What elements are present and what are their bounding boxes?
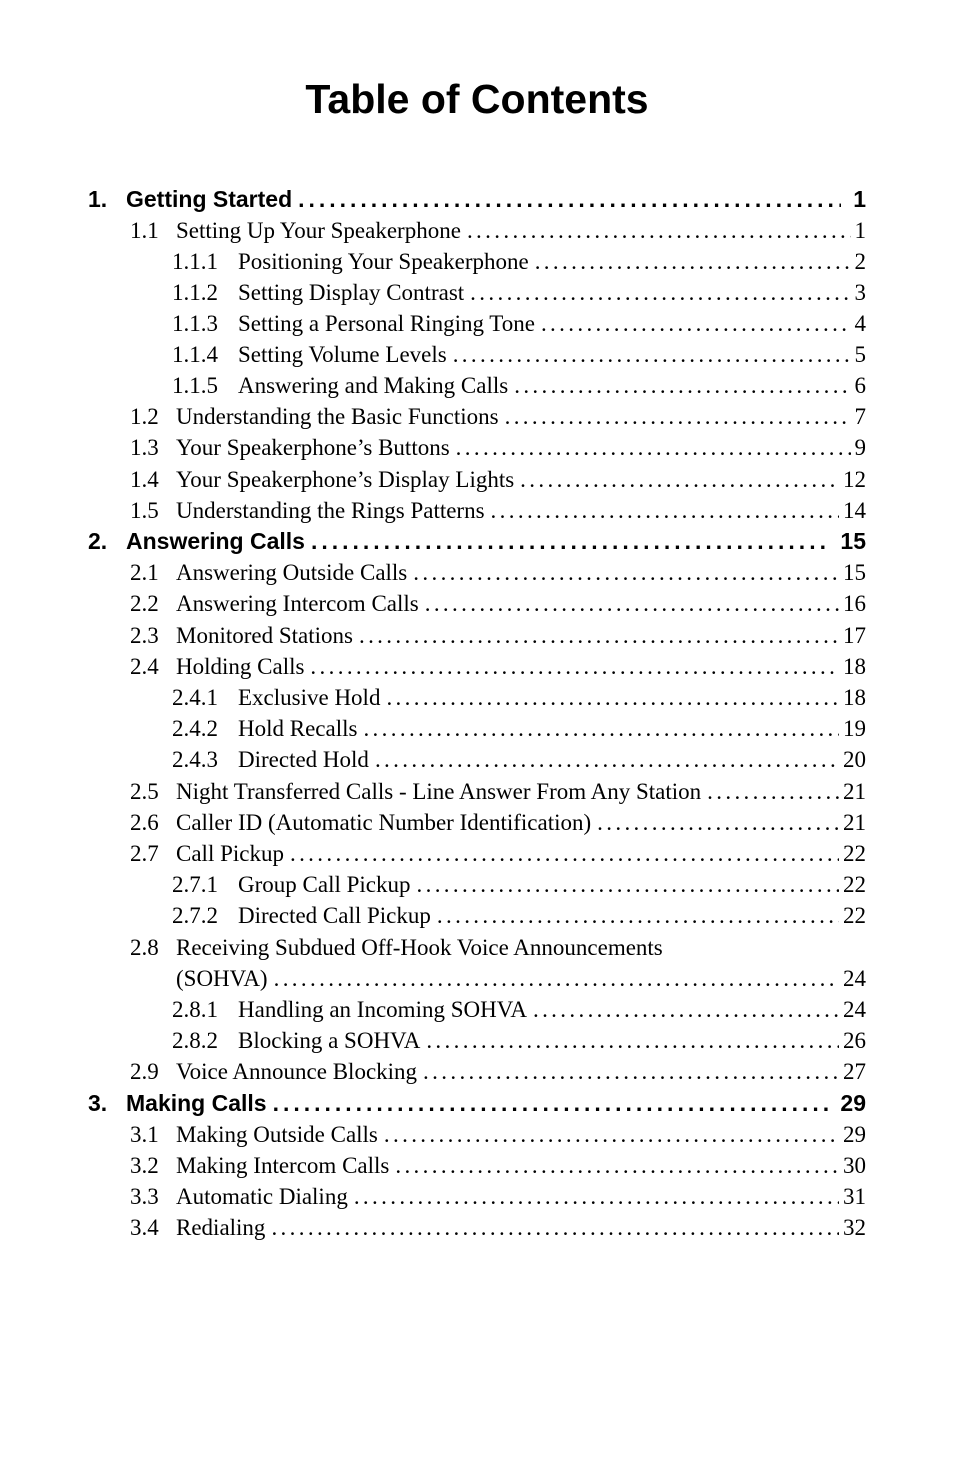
dot-leader <box>707 776 839 807</box>
dot-leader <box>273 1088 829 1119</box>
toc-page: 19 <box>843 716 866 741</box>
toc-title: Caller ID (Automatic Number Identification) <box>176 810 592 835</box>
toc-title: Understanding the Basic Functions <box>176 404 499 429</box>
dot-leader <box>363 713 839 744</box>
toc-title-continued: (SOHVA) <box>176 966 268 991</box>
toc-page: 24 <box>843 966 866 991</box>
toc-title: Making Outside Calls <box>176 1122 378 1147</box>
dot-leader <box>426 1025 839 1056</box>
toc-page: 27 <box>843 1059 866 1084</box>
toc-title: Getting Started <box>126 186 293 212</box>
toc-page: 31 <box>843 1184 866 1209</box>
toc-number: 2.9 <box>130 1059 159 1084</box>
page-title: Table of Contents <box>305 76 649 122</box>
dot-leader <box>311 526 828 557</box>
toc-number: 1.1.1 <box>172 249 218 274</box>
toc-title: Receiving Subdued Off-Hook Voice Announcements <box>176 935 663 960</box>
toc-title: Setting Volume Levels <box>238 342 447 367</box>
toc-title: Answering and Making Calls <box>238 373 509 398</box>
dot-leader <box>417 869 840 900</box>
dot-leader <box>274 963 839 994</box>
toc-number: 2.6 <box>130 810 159 835</box>
toc-entry-2-8-1[interactable] <box>172 994 866 1025</box>
toc-title: Holding Calls <box>176 654 305 679</box>
toc-title: Answering Intercom Calls <box>176 591 419 616</box>
dot-leader <box>453 339 851 370</box>
dot-leader <box>597 807 839 838</box>
toc-page: 15 <box>843 560 866 585</box>
toc-title: Exclusive Hold <box>238 685 381 710</box>
toc-title: Positioning Your Speakerphone <box>238 249 529 274</box>
toc-page: 26 <box>843 1028 866 1053</box>
toc-entry-2-5[interactable] <box>130 776 866 807</box>
toc-entry-3[interactable] <box>88 1088 866 1119</box>
toc-entry-1-3[interactable] <box>130 432 866 463</box>
dot-leader <box>456 432 851 463</box>
toc-entry-1-1-2[interactable] <box>172 277 866 308</box>
toc-number: 2.4.3 <box>172 747 218 772</box>
toc-page: 3 <box>854 280 866 305</box>
toc-number: 2.4.1 <box>172 685 218 710</box>
toc-entry-2-7-2[interactable] <box>172 900 866 931</box>
toc-number: 2.4 <box>130 654 159 679</box>
toc-number: 1.3 <box>130 435 159 460</box>
toc-entry-1-1-3[interactable] <box>172 308 866 339</box>
dot-leader <box>514 370 850 401</box>
toc-number: 2.8.2 <box>172 1028 218 1053</box>
toc-number: 2.8.1 <box>172 997 218 1022</box>
dot-leader <box>298 184 841 215</box>
toc-title: Group Call Pickup <box>238 872 411 897</box>
toc-number: 2.1 <box>130 560 159 585</box>
dot-leader <box>535 246 851 277</box>
toc-entry-3-1[interactable] <box>130 1119 866 1150</box>
toc-page: 30 <box>843 1153 866 1178</box>
toc-title: Setting a Personal Ringing Tone <box>238 311 535 336</box>
toc-title: Your Speakerphone’s Display Lights <box>176 467 515 492</box>
toc-number: 1.4 <box>130 467 159 492</box>
toc-entry-3-2[interactable] <box>130 1150 866 1181</box>
dot-leader <box>375 744 839 775</box>
toc-number: 1.2 <box>130 404 159 429</box>
toc-title: Voice Announce Blocking <box>176 1059 418 1084</box>
toc-number: 2.4.2 <box>172 716 218 741</box>
toc-title: Setting Display Contrast <box>238 280 465 305</box>
toc-page: 4 <box>854 311 866 336</box>
toc-entry-3-3[interactable] <box>130 1181 866 1212</box>
toc-page: 2 <box>854 249 866 274</box>
toc-page: 1 <box>853 186 866 212</box>
toc-title: Answering Calls <box>126 528 305 554</box>
toc-number: 2.2 <box>130 591 159 616</box>
toc-number: 1.1.2 <box>172 280 218 305</box>
toc-page: 1 <box>854 218 866 243</box>
toc-page: 7 <box>854 404 866 429</box>
toc-number: 3.3 <box>130 1184 159 1209</box>
toc-title: Directed Hold <box>238 747 369 772</box>
toc-page: 22 <box>843 841 866 866</box>
toc-number: 2.7.1 <box>172 872 218 897</box>
dot-leader <box>423 1056 839 1087</box>
toc-page: 21 <box>843 779 866 804</box>
dot-leader <box>505 401 851 432</box>
toc-number: 3.1 <box>130 1122 159 1147</box>
toc-page: 24 <box>843 997 866 1022</box>
toc-page: 20 <box>843 747 866 772</box>
toc-entry-1[interactable] <box>88 184 866 215</box>
toc-entry-2-3[interactable] <box>130 620 866 651</box>
toc-entry-1-1-1[interactable] <box>172 246 866 277</box>
toc-entry-2-4-2[interactable] <box>172 713 866 744</box>
toc-number: 2.7.2 <box>172 903 218 928</box>
dot-leader <box>384 1119 839 1150</box>
toc-number: 1.1.4 <box>172 342 218 367</box>
toc-entry-2-1[interactable] <box>130 557 866 588</box>
toc-number: 1. <box>88 186 108 212</box>
toc-entry-2-8-2[interactable] <box>172 1025 866 1056</box>
toc-entry-1-1-4[interactable] <box>172 339 866 370</box>
dot-leader <box>520 464 839 495</box>
toc-entry-1-1[interactable] <box>130 215 866 246</box>
dot-leader <box>533 994 839 1025</box>
toc-title: Blocking a SOHVA <box>238 1028 421 1053</box>
dot-leader <box>437 900 839 931</box>
toc-page: 5 <box>854 342 866 367</box>
toc-number: 1.5 <box>130 498 159 523</box>
dot-leader <box>413 557 839 588</box>
toc-number: 2.8 <box>130 935 159 960</box>
dot-leader <box>290 838 839 869</box>
toc-entry-1-1-5[interactable] <box>172 370 866 401</box>
toc-entry-1-4[interactable] <box>130 464 866 495</box>
toc-page: 21 <box>843 810 866 835</box>
dot-leader <box>271 1212 839 1243</box>
toc-title: Call Pickup <box>176 841 284 866</box>
toc-title: Night Transferred Calls - Line Answer From Any Station <box>176 779 702 804</box>
toc-number: 3.2 <box>130 1153 159 1178</box>
toc-page: 6 <box>854 373 866 398</box>
toc-page: 29 <box>843 1122 866 1147</box>
toc-entry-3-4[interactable] <box>130 1212 866 1243</box>
toc-page: 9 <box>854 435 866 460</box>
toc-title: Answering Outside Calls <box>176 560 408 585</box>
toc-page: 16 <box>843 591 866 616</box>
toc-title: Hold Recalls <box>238 716 358 741</box>
dot-leader <box>425 588 839 619</box>
toc-page: 17 <box>843 623 866 648</box>
toc-entry-1-2[interactable] <box>130 401 866 432</box>
toc-page: 15 <box>840 528 866 554</box>
toc-title: Making Calls <box>126 1090 267 1116</box>
toc-title: Directed Call Pickup <box>238 903 431 928</box>
toc-page: 32 <box>843 1215 866 1240</box>
toc-page: 18 <box>843 685 866 710</box>
toc-entry-2-4-3[interactable] <box>172 744 866 775</box>
toc-page: 29 <box>840 1090 866 1116</box>
dot-leader <box>470 277 850 308</box>
toc-number: 2.5 <box>130 779 159 804</box>
toc-title: Handling an Incoming SOHVA <box>238 997 527 1022</box>
dot-leader <box>395 1150 839 1181</box>
dot-leader <box>467 215 851 246</box>
toc-title: Automatic Dialing <box>176 1184 348 1209</box>
toc-entry-2-8-line1[interactable] <box>130 932 663 963</box>
toc-page: 22 <box>843 872 866 897</box>
toc-page: 14 <box>843 498 866 523</box>
toc-entry-2-7-1[interactable] <box>172 869 866 900</box>
toc-entry-2-7[interactable] <box>130 838 866 869</box>
dot-leader <box>541 308 851 339</box>
toc-number: 2. <box>88 528 108 554</box>
toc-entry-2-8-line2[interactable] <box>176 963 866 994</box>
toc-entry-2[interactable] <box>88 526 866 557</box>
dot-leader <box>359 620 839 651</box>
toc-number: 1.1 <box>130 218 159 243</box>
toc-number: 1.1.5 <box>172 373 218 398</box>
toc-entry-2-4-1[interactable] <box>172 682 866 713</box>
dot-leader <box>386 682 839 713</box>
toc-title: Making Intercom Calls <box>176 1153 390 1178</box>
dot-leader <box>491 495 839 526</box>
toc-page: 12 <box>843 467 866 492</box>
toc-page: 18 <box>843 654 866 679</box>
dot-leader <box>354 1181 839 1212</box>
toc-entry-1-5[interactable] <box>130 495 866 526</box>
toc-number: 2.7 <box>130 841 159 866</box>
toc-title: Redialing <box>176 1215 266 1240</box>
toc-entry-2-4[interactable] <box>130 651 866 682</box>
toc-title: Monitored Stations <box>176 623 353 648</box>
toc-page: 22 <box>843 903 866 928</box>
toc-entry-2-6[interactable] <box>130 807 866 838</box>
toc-title: Setting Up Your Speakerphone <box>176 218 461 243</box>
toc-number: 3. <box>88 1090 108 1116</box>
toc-number: 3.4 <box>130 1215 159 1240</box>
toc-title: Your Speakerphone’s Buttons <box>176 435 450 460</box>
toc-title: Understanding the Rings Patterns <box>176 498 485 523</box>
toc-entry-2-9[interactable] <box>130 1056 866 1087</box>
toc-number: 1.1.3 <box>172 311 218 336</box>
toc-entry-2-2[interactable] <box>130 588 866 619</box>
toc-number: 2.3 <box>130 623 159 648</box>
dot-leader <box>310 651 839 682</box>
